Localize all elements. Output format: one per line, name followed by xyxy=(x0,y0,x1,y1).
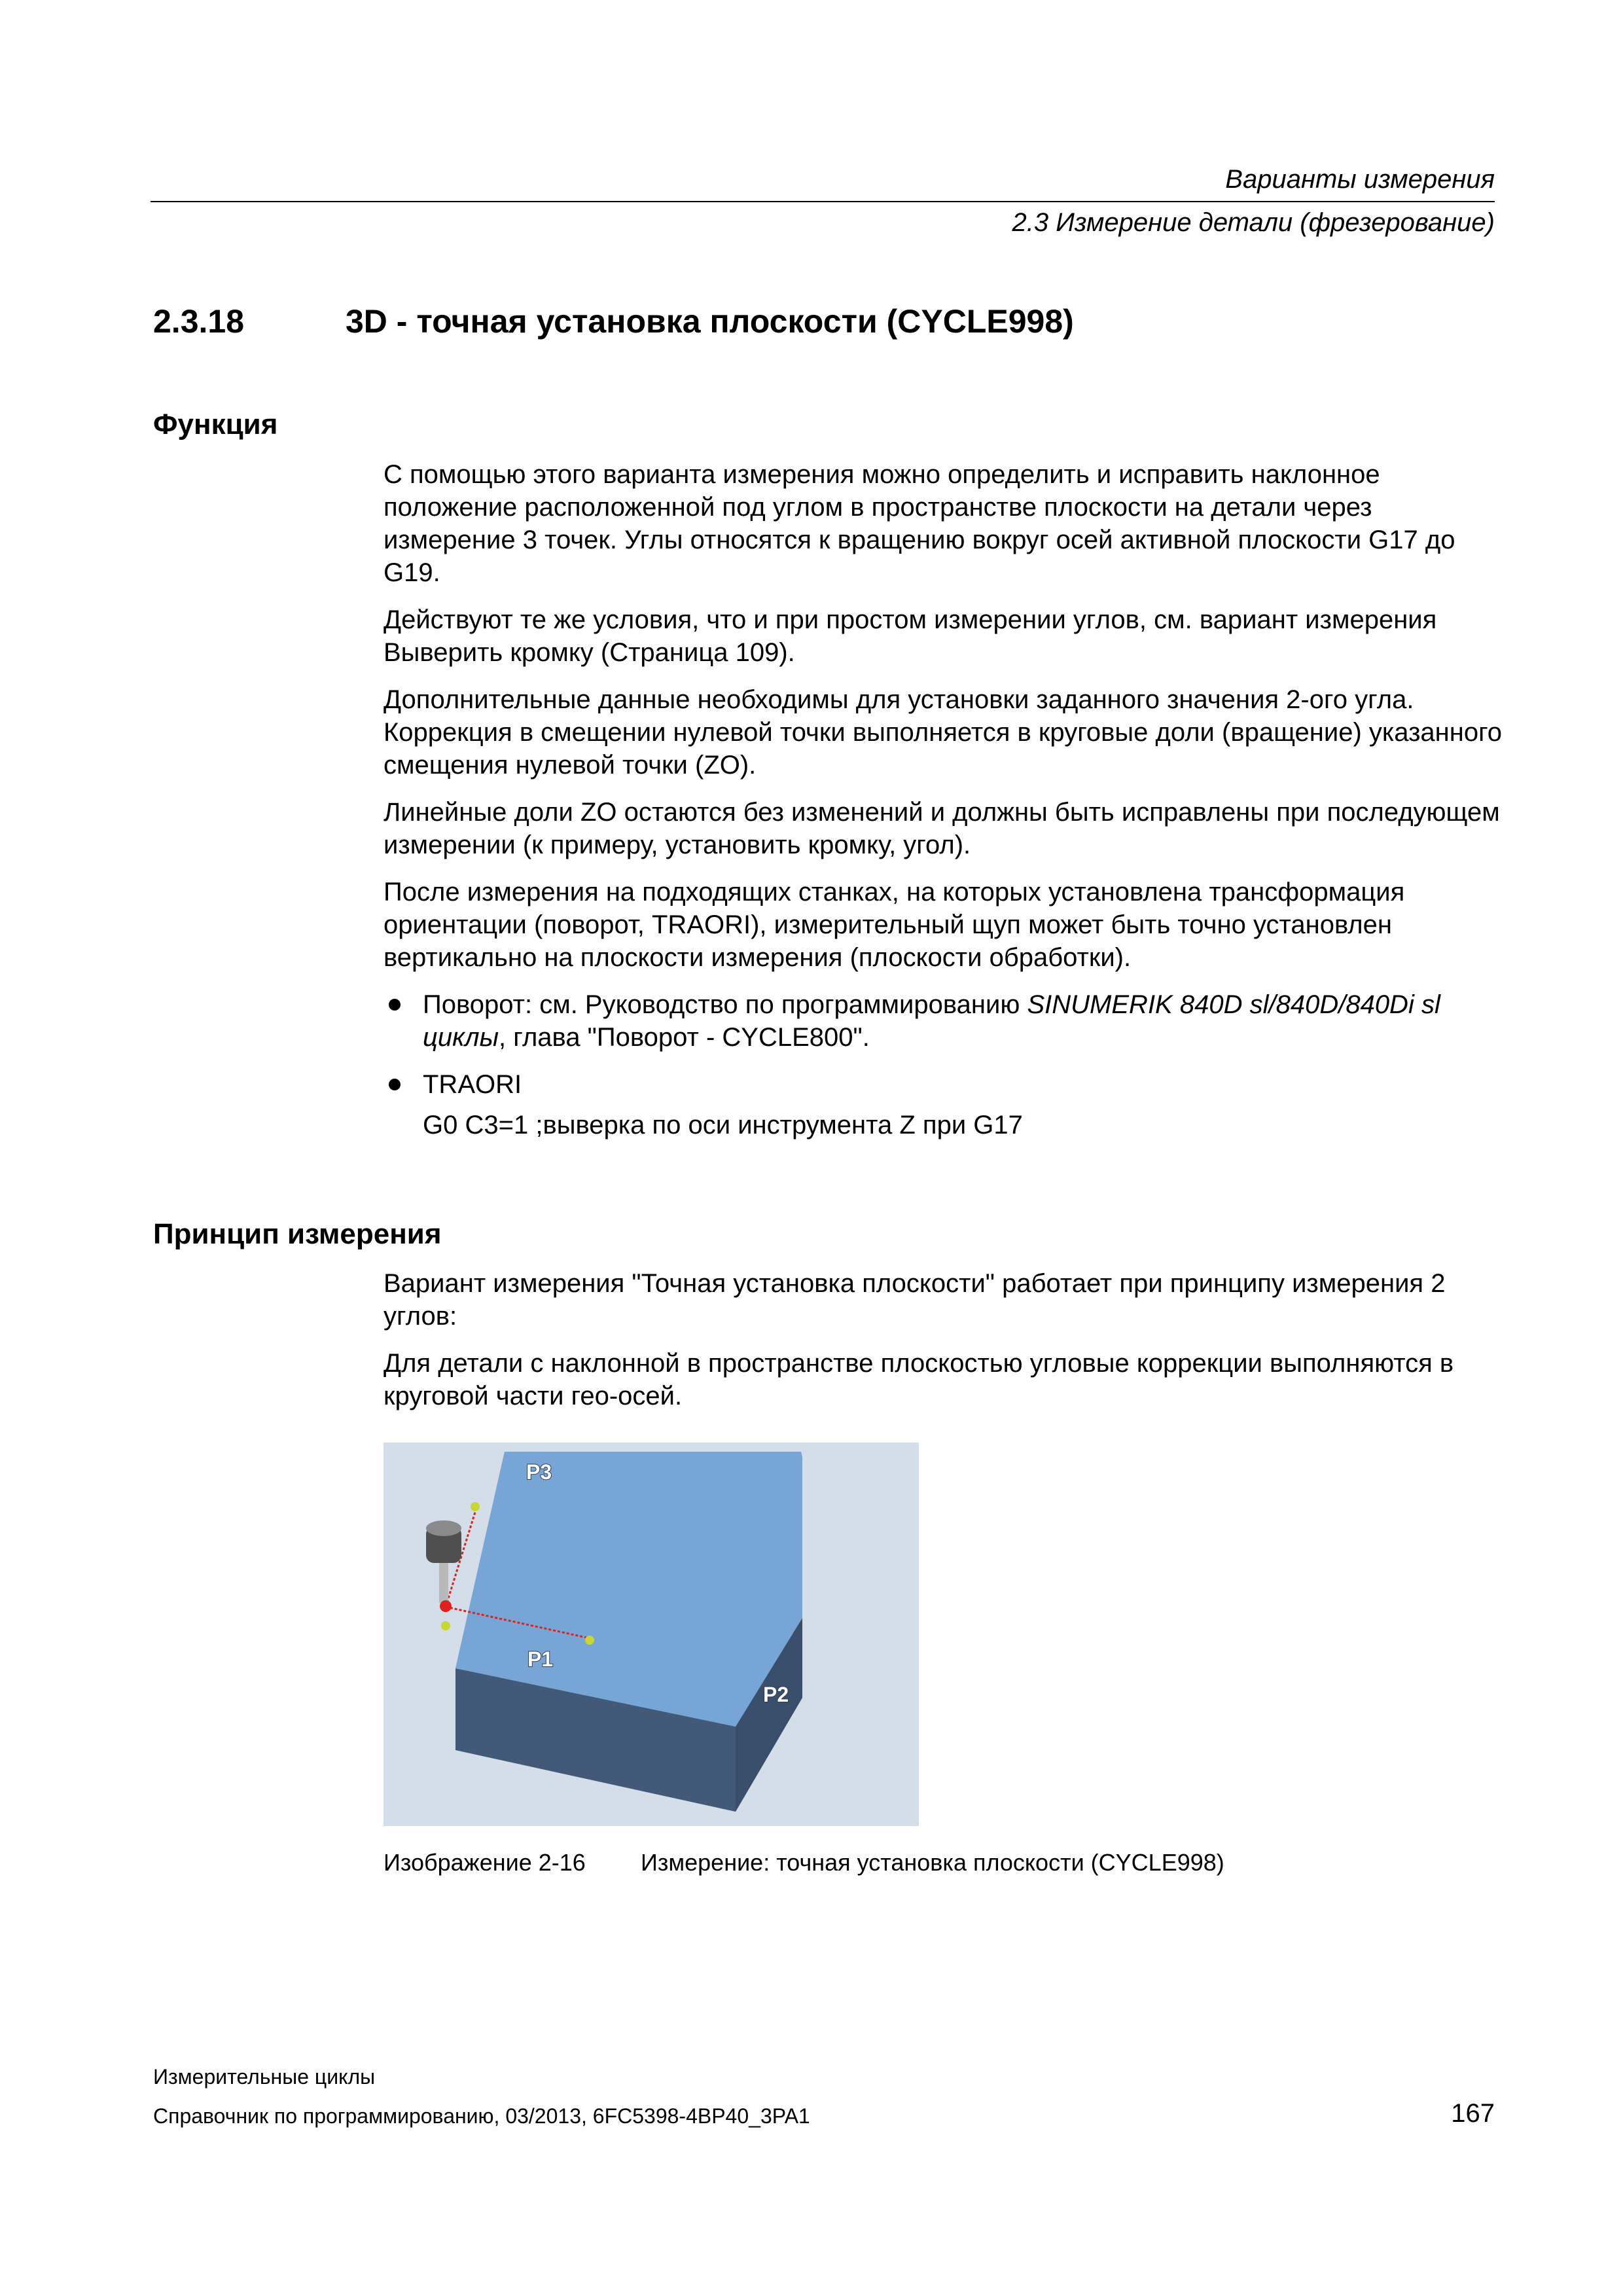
bullet-list xyxy=(383,988,1509,1101)
label-p1: P1 xyxy=(527,1647,554,1671)
probe-top xyxy=(426,1520,461,1536)
principle-body xyxy=(383,1267,1509,1427)
function-heading: Функция xyxy=(153,408,278,440)
probe-shaft xyxy=(439,1562,448,1603)
probe-tip xyxy=(440,1600,452,1612)
section-title: 3D - точная установка плоскости (CYCLE998) xyxy=(346,303,1074,340)
header-chapter: Варианты измерения xyxy=(1225,165,1495,194)
footer-book-title: Измерительные циклы xyxy=(153,2065,376,2089)
figure-caption-number: Изображение 2-16 xyxy=(383,1849,586,1876)
principle-paragraph: Вариант измерения "Точная установка плоскости" работает при принципу измерения 2 углов: xyxy=(383,1269,1446,1331)
page-number: 167 xyxy=(1451,2099,1495,2128)
figure-caption-text: Измерение: точная установка плоскости (CYCLE998) xyxy=(641,1849,1224,1876)
bullet-text-prefix: Поворот: см. Руководство по программированию xyxy=(423,990,1027,1019)
bullet-text-suffix: , глава "Поворот - CYCLE800". xyxy=(499,1023,870,1052)
function-paragraph: Действуют те же условия, что и при простом измерении углов, см. вариант измерения Выверить кромку (Страница 109). xyxy=(383,605,1437,667)
function-paragraph: Дополнительные данные необходимы для установки заданного значения 2-ого угла. Коррекция в смещении нулевой точки выполняется в круговые доли (вращение) указанного смещения нулевой точки (ZO). xyxy=(383,685,1503,780)
section-number: 2.3.18 xyxy=(153,303,245,340)
header-rule xyxy=(151,201,1495,202)
measurement-figure xyxy=(383,1443,919,1826)
bullet-dot-icon xyxy=(389,1079,401,1090)
point-p3 xyxy=(471,1502,480,1511)
bullet-item xyxy=(383,1068,1509,1101)
bullet-item xyxy=(383,988,1509,1054)
header-section: 2.3 Измерение детали (фрезерование) xyxy=(1012,208,1495,237)
principle-paragraph: Для детали с наклонной в пространстве плоскостью угловые коррекции выполняются в круговой части гео-осей. xyxy=(383,1349,1454,1410)
code-line: G0 C3=1 ;выверка по оси инструмента Z при G17 xyxy=(423,1111,1023,1139)
point-p1 xyxy=(441,1621,450,1630)
principle-heading: Принцип измерения xyxy=(153,1218,442,1250)
bullet-text: TRAORI xyxy=(423,1070,522,1099)
label-p2: P2 xyxy=(763,1683,789,1706)
manual-reference: SINUMERIK 840D sl/840D/840Di sl циклы xyxy=(423,990,1440,1052)
function-body xyxy=(383,458,1509,1156)
function-paragraph: После измерения на подходящих станках, на которых установлена трансформация ориентации (поворот, TRAORI), измерительный щуп может быть точно установлен вертикально на плоскости измерения (плоскости обработки). xyxy=(383,878,1405,972)
label-p3: P3 xyxy=(526,1460,552,1484)
bullet-dot-icon xyxy=(389,999,401,1011)
point-p2 xyxy=(585,1636,594,1645)
footer-edition: Справочник по программированию, 03/2013, 6FC5398-4BP40_3PA1 xyxy=(153,2104,810,2128)
function-paragraph: С помощью этого варианта измерения можно определить и исправить наклонное положение расположенной под углом в пространстве плоскости на детали через измерение 3 точек. Углы относятся к вращению вокруг осей активной плоскости G17 до G19. xyxy=(383,460,1455,587)
function-paragraph: Линейные доли ZO остаются без изменений и должны быть исправлены при последующем измерении (к примеру, установить кромку, угол). xyxy=(383,798,1500,859)
